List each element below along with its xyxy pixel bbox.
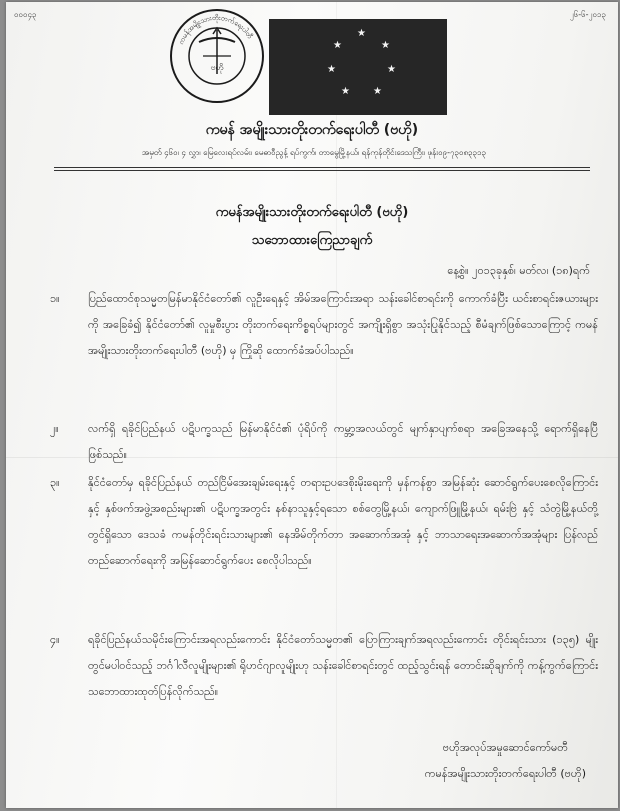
document-subtitle: သဘောထားကြေညာချက် bbox=[251, 233, 373, 248]
party-address: အမှတ် ၄၆၀၊ ၄ လွှာ၊ မြေလေးရပ်လမ်း၊ မေဓာဝီညွန့် ရပ်ကွက်၊ တာမွေမြို့နယ်၊ ရန်ကုန်တိုင်းဒေသကြီး၊ ဖုန်း၀၉-၇၃၀၈၃၃၁၃ bbox=[141, 148, 487, 157]
seal-ring-text: ကမန်အမျိုးသားတိုးတက်ရေးပါတီ bbox=[177, 13, 254, 46]
document-title: ကမန်အမျိုးသားတိုးတက်ရေးပါတီ (ဗဟို) bbox=[215, 205, 409, 220]
star-icon: ★ bbox=[357, 28, 366, 39]
star-icon: ★ bbox=[381, 40, 390, 51]
header-divider bbox=[54, 167, 590, 168]
paragraph-number: ၁။ bbox=[50, 292, 60, 305]
header-divider bbox=[54, 170, 590, 171]
star-icon: ★ bbox=[327, 64, 336, 75]
star-icon: ★ bbox=[373, 86, 382, 97]
seal-inner-label: ဗဟို bbox=[210, 63, 224, 72]
page-reference-number: ၀၀၀၄၃ bbox=[14, 10, 37, 19]
paragraph-text: ပြည်ထောင်စုသမ္မတမြန်မာနိုင်ငံတော်၏ လူဦးရေနှင့် အိမ်အကြောင်းအရာ သန်းခေါင်စာရင်းကို ကောက်ခံပြီး ယင်းစာရင်းဇယားများကို အခြေခံ၍ နိုင်ငံတော်၏ လူမှုစီးပွား တိုးတက်ရေးကိစ္စရပ်များတွင် အကျိုးရှိစွာ အသုံးပြုနိုင်သည့် စီမံချက်ဖြစ်သောကြောင့် ကမန်အမျိုးသားတိုးတက်ရေးပါတီ (ဗဟို) မှ ကြိုဆို ထောက်ခံအပ်ပါသည်။ bbox=[88, 292, 598, 357]
paragraph-number: ၃။ bbox=[50, 476, 60, 489]
party-name-heading: ကမန် အမျိုးသားတိုးတက်ရေးပါတီ (ဗဟို) bbox=[205, 122, 419, 138]
signature-party: ကမန်အမျိုးသားတိုးတက်ရေးပါတီ (ဗဟို) bbox=[424, 767, 586, 780]
paragraph-number: ၂။ bbox=[50, 422, 59, 435]
signature-block bbox=[425, 735, 586, 787]
document-date: နေ့စွဲ။ ၂၀၁၃ခုနှစ်၊ မတ်လ၊ (၁၈)ရက် bbox=[447, 264, 590, 277]
star-icon: ★ bbox=[333, 40, 342, 51]
signature-committee: ဗဟိုအလုပ်အမှုဆောင်ကော်မတီ bbox=[442, 741, 568, 754]
paragraph-text: ရခိုင်ပြည်နယ်သမိုင်းကြောင်းအရလည်းကောင်း နိုင်ငံတော်သမ္မတ၏ ပြောကြားချက်အရလည်းကောင်း တိုင်းရင်းသား (၁၃၅) မျိုးတွင်မပါဝင်သည့် ဘင်္ဂါလီလူမျိုးများ၏ ရိုဟင်ဂျာလူမျိုးဟု သန်းခေါင်စာရင်းတွင် ထည့်သွင်းရန် တောင်းဆိုချက်ကို ကန့်ကွက်ကြောင်း သဘောထားထုတ်ပြန်လိုက်သည်။ bbox=[88, 633, 598, 698]
page-date-stamp: ၂၆-၆-၂၀၁၃ bbox=[569, 10, 606, 19]
document-page bbox=[6, 2, 618, 808]
paragraph-text: နိုင်ငံတော်မှ ရခိုင်ပြည်နယ် တည်ငြိမ်အေးချမ်းရေးနှင့် တရားဥပဒေစိုးမိုးရေးကို မှန်ကန်စွာ အမြန်ဆုံး ဆောင်ရွက်ပေးစေလိုကြောင်းနှင့် နှစ်ဖက်အဖွဲ့အစည်းများ၏ ပဋိပက္ခအတွင်း နစ်နာသူနှင့်ရသော စစ်တွေမြို့နယ်၊ ကျောက်ဖြူမြို့နယ်၊ ရမ်းဗြဲ နှင့် သံတွဲမြို့နယ်တို့တွင်ရှိသော ဒေသခံ ကမန်တိုင်းရင်းသားများ၏ နေအိမ်တိုက်တာ အဆောက်အအုံ နှင့် ဘာသာရေးအဆောက်အအုံများ ပြန်လည်တည်ဆောက်ရေးကို အမြန်ဆောင်ရွက်ပေး စေလိုပါသည်။ bbox=[88, 476, 598, 567]
star-icon: ★ bbox=[387, 64, 396, 75]
party-seal-logo bbox=[169, 8, 265, 104]
party-flag bbox=[269, 19, 447, 115]
star-icon: ★ bbox=[341, 86, 350, 97]
paragraph-number: ၄။ bbox=[50, 633, 60, 646]
paragraph-text: လက်ရှိ ရခိုင်ပြည်နယ် ပဋိပက္ခသည် မြန်မာနိုင်ငံ၏ ပုံရိပ်ကို ကမ္ဘာ့အလယ်တွင် မျက်နှာပျက်စရာ အခြေအနေသို့ ရောက်ရှိနေပြီဖြစ်သည်။ bbox=[88, 422, 598, 461]
